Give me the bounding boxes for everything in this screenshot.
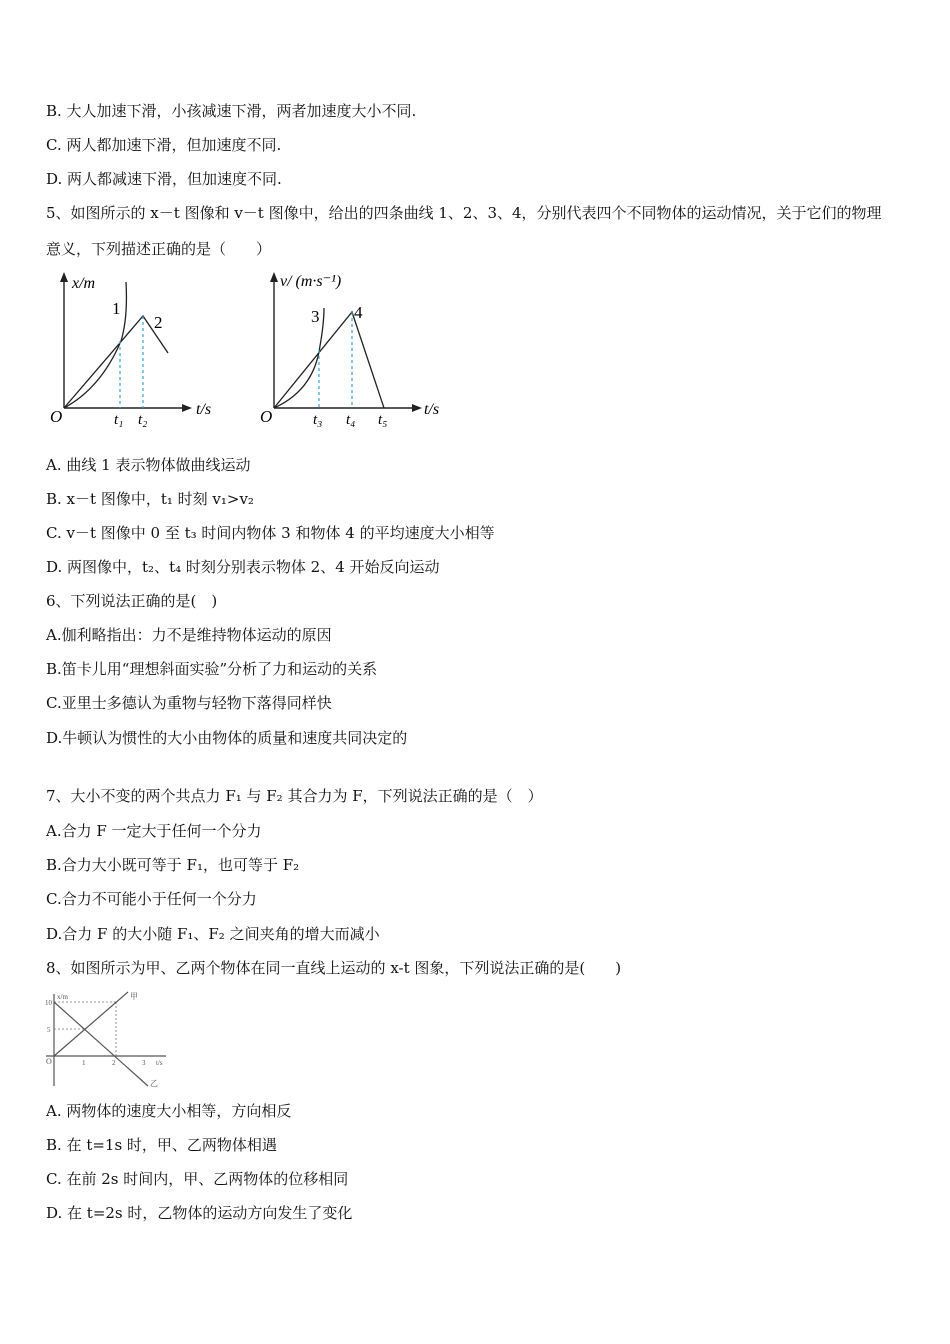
t1-label: t₁ xyxy=(114,412,124,428)
curve-1-label: 1 xyxy=(112,299,121,318)
q6-option-d: D.牛顿认为惯性的大小由物体的质量和速度共同决定的 xyxy=(46,729,408,747)
vt-graph xyxy=(256,268,456,430)
q6-stem: 6、下列说法正确的是( ) xyxy=(46,592,218,610)
q7-stem: 7、大小不变的两个共点力 F₁ 与 F₂ 其合力为 F，下列说法正确的是（ ） xyxy=(46,787,543,805)
t5-label: t₅ xyxy=(378,412,388,428)
vt-y-arrow xyxy=(270,272,278,282)
q5-option-a: A. 曲线 1 表示物体做曲线运动 xyxy=(46,456,251,474)
q4-option-c: C. 两人都加速下滑，但加速度不同. xyxy=(46,136,282,154)
q4-option-b: B. 大人加速下滑，小孩减速下滑，两者加速度大小不同. xyxy=(46,102,417,120)
xt-graph xyxy=(46,268,236,430)
q8-y-label: x/m xyxy=(57,993,68,1001)
q8-stem: 8、如图所示为甲、乙两个物体在同一直线上运动的 x-t 图象，下列说法正确的是( ) xyxy=(46,959,622,977)
xt-x-label: t/s xyxy=(196,401,212,418)
vt-origin: O xyxy=(260,407,273,426)
xt-x-arrow xyxy=(182,404,192,412)
q5-option-c: C. v－t 图像中 0 至 t₃ 时间内物体 3 和物体 4 的平均速度大小相等 xyxy=(46,524,495,542)
q8-xtick-3: 3 xyxy=(142,1059,146,1067)
q6-option-a: A.伽利略指出：力不是维持物体运动的原因 xyxy=(46,626,332,644)
q8-label-jia: 甲 xyxy=(130,992,138,1001)
q7-option-b: B.合力大小既可等于 F₁，也可等于 F₂ xyxy=(46,856,300,874)
curve-3-label: 3 xyxy=(311,307,320,326)
q8-origin: O xyxy=(46,1057,52,1066)
xt-y-arrow xyxy=(60,272,68,282)
q8-label-yi: 乙 xyxy=(150,1079,158,1088)
q5-option-b: B. x－t 图像中，t₁ 时刻 v₁>v₂ xyxy=(46,490,254,508)
q8-option-d: D. 在 t=2s 时，乙物体的运动方向发生了变化 xyxy=(46,1204,353,1222)
q5-stem-line2: 意义，下列描述正确的是（ ） xyxy=(46,240,272,258)
q8-line-jia xyxy=(54,992,128,1056)
q4-option-d: D. 两人都减速下滑，但加速度不同. xyxy=(46,170,282,188)
q7-option-d: D.合力 F 的大小随 F₁、F₂ 之间夹角的增大而减小 xyxy=(46,925,380,943)
q8-ytick-5: 5 xyxy=(47,1026,51,1034)
q6-option-b: B.笛卡儿用“理想斜面实验”分析了力和运动的关系 xyxy=(46,660,378,678)
q6-option-c: C.亚里士多德认为重物与轻物下落得同样快 xyxy=(46,694,332,712)
q8-graph xyxy=(44,990,174,1088)
q7-option-c: C.合力不可能小于任何一个分力 xyxy=(46,890,257,908)
t2-label: t₂ xyxy=(138,412,148,428)
curve-2-label: 2 xyxy=(154,313,163,332)
vt-x-label: t/s xyxy=(424,401,440,418)
q7-option-a: A.合力 F 一定大于任何一个分力 xyxy=(46,822,262,840)
q8-xtick-1: 1 xyxy=(82,1059,86,1067)
q5-option-d: D. 两图像中，t₂、t₄ 时刻分别表示物体 2、4 开始反向运动 xyxy=(46,558,440,576)
q8-option-a: A. 两物体的速度大小相等，方向相反 xyxy=(46,1102,292,1120)
q8-x-label: t/s xyxy=(156,1059,163,1067)
vt-y-label: v/ (m·s⁻¹) xyxy=(280,273,342,290)
xt-origin: O xyxy=(50,407,63,426)
curve-4-label: 4 xyxy=(354,303,363,322)
q8-option-b: B. 在 t=1s 时，甲、乙两物体相遇 xyxy=(46,1136,277,1154)
t4-label: t₄ xyxy=(346,412,356,428)
curve-2 xyxy=(64,316,168,408)
curve-4 xyxy=(274,312,384,408)
q8-ytick-10: 10 xyxy=(45,999,52,1007)
q8-xtick-2: 2 xyxy=(112,1059,116,1067)
q5-stem-line1: 5、如图所示的 x－t 图像和 v－t 图像中，给出的四条曲线 1、2、3、4，分别代表四个不同物体的运动情况，关于它们的物理 xyxy=(46,204,882,222)
t3-label: t₃ xyxy=(313,412,323,428)
vt-x-arrow xyxy=(412,404,422,412)
q8-option-c: C. 在前 2s 时间内，甲、乙两物体的位移相同 xyxy=(46,1170,349,1188)
xt-y-label: x/m xyxy=(72,275,96,292)
